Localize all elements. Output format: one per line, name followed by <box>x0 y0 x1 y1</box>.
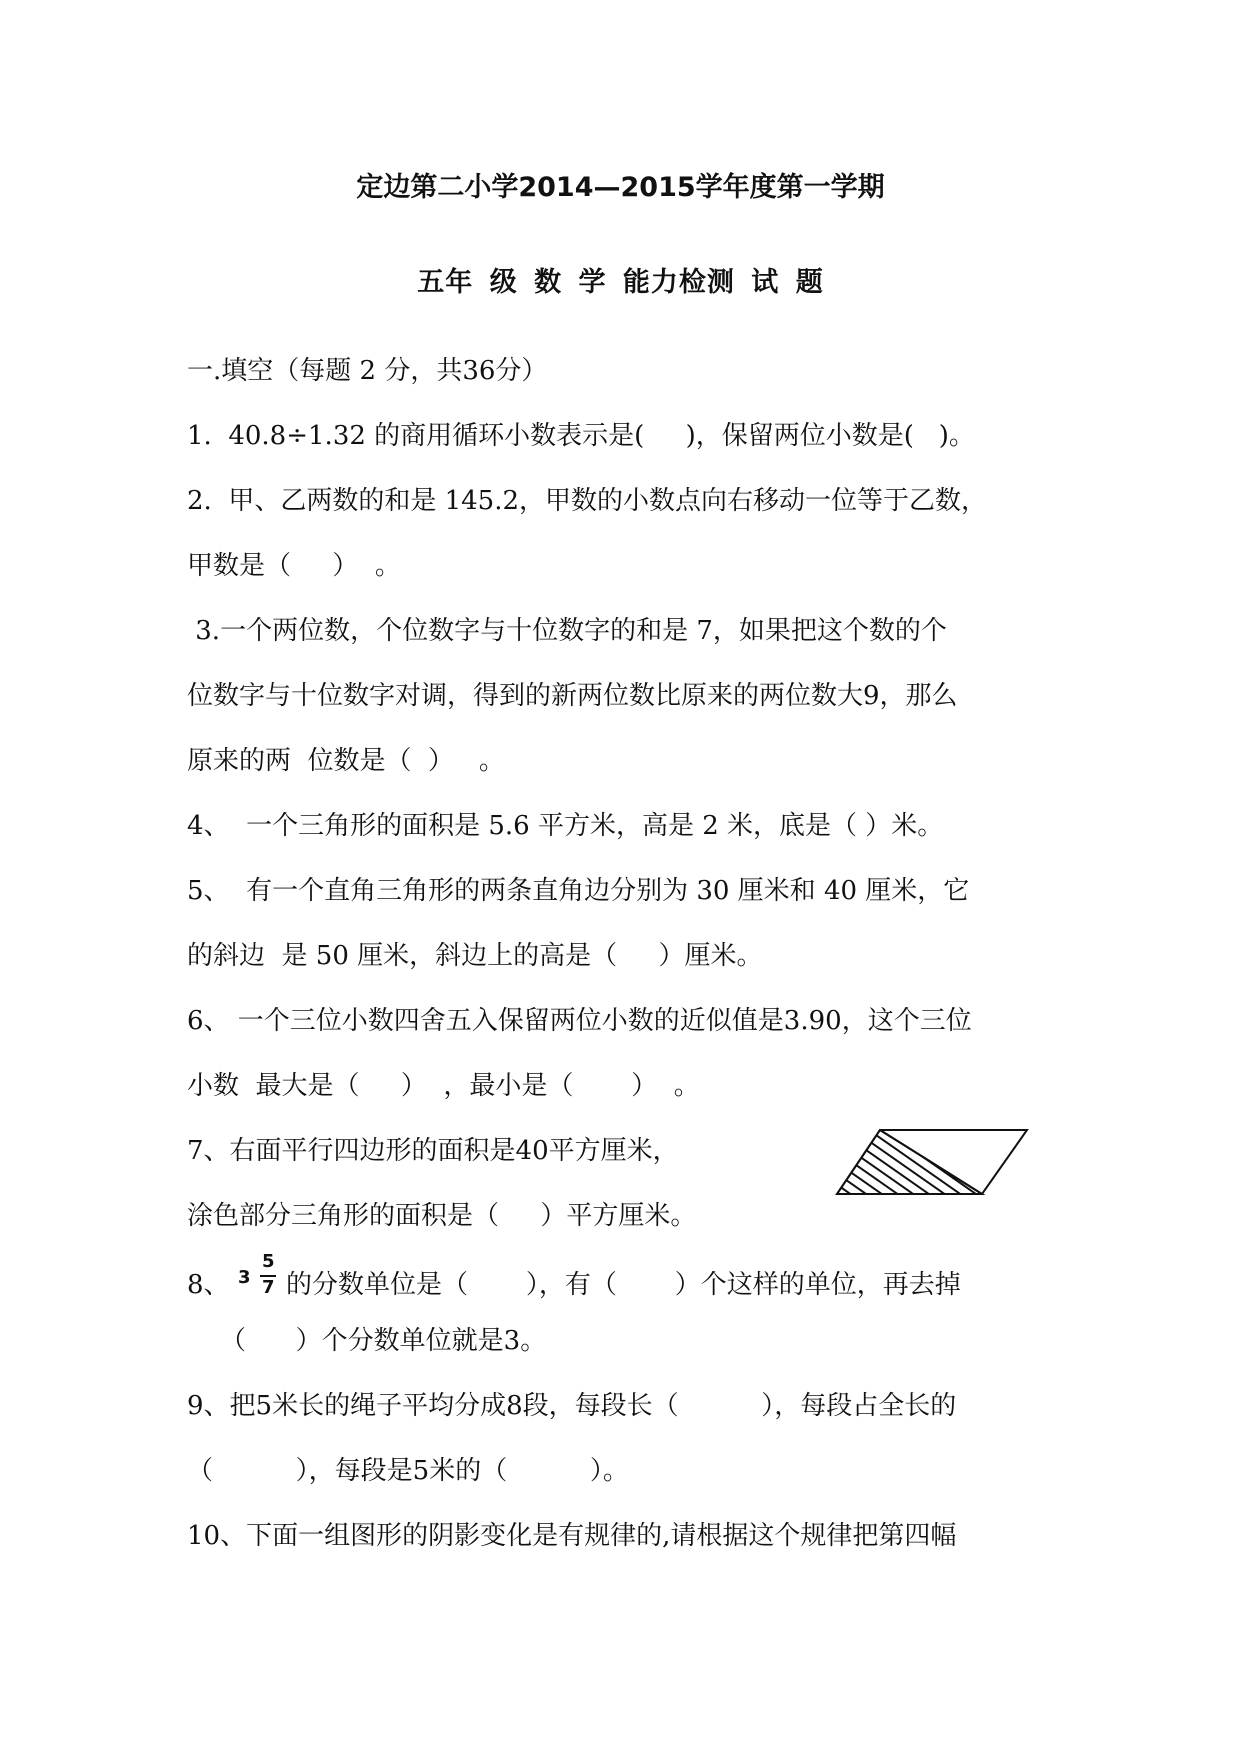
fraction-whole: 3 <box>238 1267 251 1288</box>
question-line: 5、 有一个直角三角形的两条直角边分别为 30 厘米和 40 厘米，它 <box>187 876 970 906</box>
question-line: 2. 甲、乙两数的和是 145.2，甲数的小数点向右移动一位等于乙数， <box>187 486 988 516</box>
question-line: 7、右面平行四边形的面积是40平方厘米， <box>187 1136 679 1166</box>
question-line: 涂色部分三角形的面积是（ ）平方厘米。 <box>187 1201 697 1231</box>
question-line: 9、把5米长的绳子平均分成8段，每段长（ ），每段占全长的 <box>187 1391 957 1421</box>
school-title: 定边第二小学2014—2015学年度第一学期 <box>356 172 885 203</box>
question-number: 8、 <box>187 1270 230 1300</box>
question-line: 6、 一个三位小数四舍五入保留两位小数的近似值是3.90，这个三位 <box>187 1006 972 1036</box>
question-line: 的斜边 是 50 厘米，斜边上的高是（ ）厘米。 <box>187 941 763 971</box>
mixed-fraction <box>238 1251 282 1301</box>
question-line: 的分数单位是（ ），有（ ）个这样的单位，再去掉 <box>286 1270 961 1300</box>
question-line: 原来的两 位数是（ ） 。 <box>187 746 505 776</box>
question-line: （ ）个分数单位就是3。 <box>187 1326 547 1356</box>
question-line: 甲数是（ ） 。 <box>187 551 401 581</box>
fraction-denominator: 7 <box>262 1277 275 1298</box>
exam-title: 五年 级 数 学 能力检测 试 题 <box>417 267 824 298</box>
parallelogram-figure <box>830 1126 1030 1196</box>
question-line: 3.一个两位数，个位数字与十位数字的和是 7，如果把这个数的个 <box>187 616 947 646</box>
section-heading: 一.填空（每题 2 分，共36分） <box>187 356 548 386</box>
fraction-numerator: 5 <box>262 1251 275 1272</box>
question-line: 10、下面一组图形的阴影变化是有规律的,请根据这个规律把第四幅 <box>187 1521 957 1551</box>
question-line: 小数 最大是（ ） ，最小是（ ） 。 <box>187 1071 700 1101</box>
question-line: （ ），每段是5米的（ ）。 <box>187 1456 629 1486</box>
question-line: 4、 一个三角形的面积是 5.6 平方米，高是 2 米，底是（ ）米。 <box>187 811 944 841</box>
question-line: 1. 40.8÷1.32 的商用循环小数表示是( )，保留两位小数是( )。 <box>187 421 975 451</box>
question-line: 位数字与十位数字对调，得到的新两位数比原来的两位数大9，那么 <box>187 681 958 711</box>
